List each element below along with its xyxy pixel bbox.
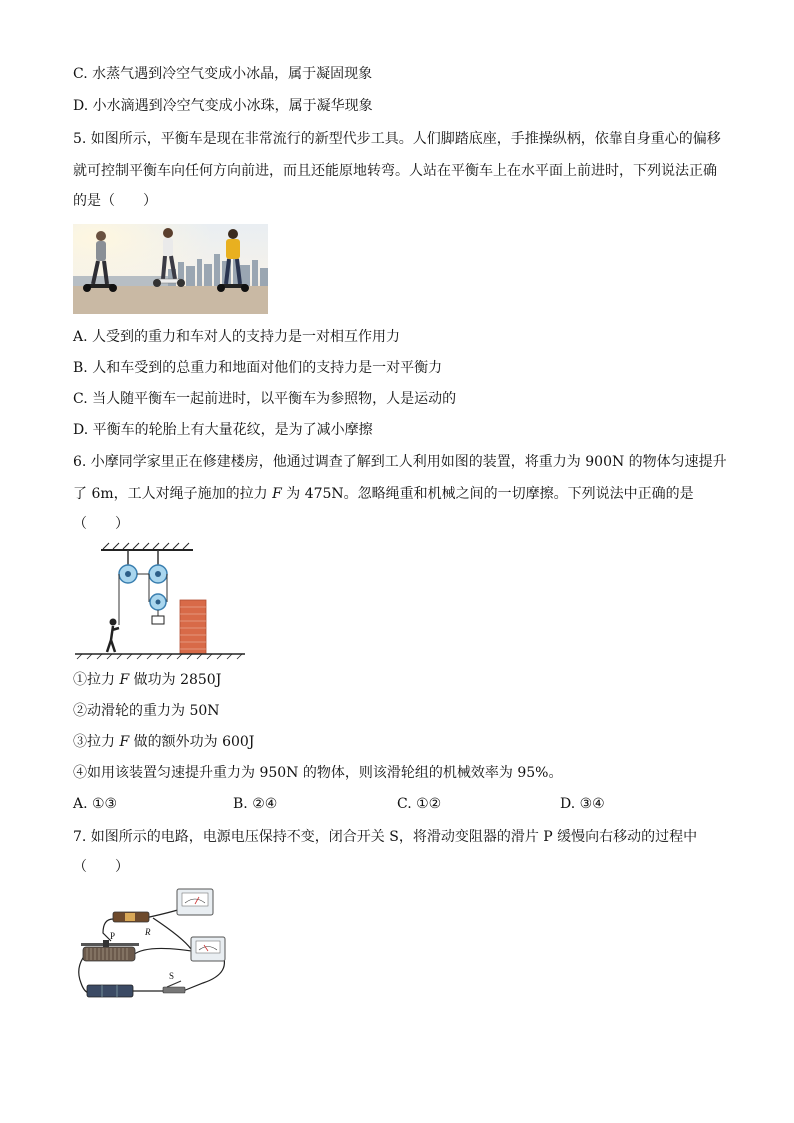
q6-choice-c: C. ①② xyxy=(397,796,442,812)
worker-figure xyxy=(107,619,119,653)
q6-choice-a: A. ①③ xyxy=(73,796,118,812)
q6-choice-d: D. ③④ xyxy=(560,796,605,812)
voltmeter xyxy=(191,937,225,961)
label-s: S xyxy=(169,971,175,981)
q5-option-b: B. 人和车受到的总重力和地面对他们的支持力是一对平衡力 xyxy=(73,360,443,376)
ceiling-beam xyxy=(101,543,193,550)
rheostat xyxy=(81,940,139,961)
q6-stem-line2: 了 6m，工人对绳子施加的拉力 F 为 475N。忽略绳重和机械之间的一切摩擦。下列说法中正确的是 xyxy=(73,486,694,502)
fixed-pulley-left xyxy=(119,565,137,583)
q5-stem-line2: 就可控制平衡车向任何方向前进，而且还能原地转弯。人站在平衡车上在水平面上前进时，下列说法正确 xyxy=(73,163,717,179)
q6-stem-line3: （ ） xyxy=(73,516,129,532)
q5-stem-line1: 5. 如图所示，平衡车是现在非常流行的新型代步工具。人们脚踏底座，手推操纵柄，依靠自身重心的偏移 xyxy=(73,131,721,147)
q6-choice-b: B. ②④ xyxy=(233,796,278,812)
battery xyxy=(87,985,133,997)
circuit-diagram xyxy=(73,883,233,1003)
brick-wall xyxy=(180,600,206,654)
q6-stem-line1: 6. 小摩同学家里正在修建楼房，他通过调查了解到工人利用如图的装置，将重力为 900N 的物体匀速提升 xyxy=(73,454,727,470)
q4-option-c: C. 水蒸气遇到冷空气变成小冰晶，属于凝固现象 xyxy=(73,66,373,82)
balance-scooter-photo xyxy=(73,224,268,314)
label-p: P xyxy=(110,931,116,941)
q6-statement-4: ④如用该装置匀速提升重力为 950N 的物体，则该滑轮组的机械效率为 95%。 xyxy=(73,765,563,781)
label-r: R xyxy=(145,927,151,937)
ground xyxy=(73,286,268,314)
q7-stem-line2: （ ） xyxy=(73,859,129,875)
pulley-diagram xyxy=(73,540,248,660)
load-weight xyxy=(152,616,164,624)
slider-p xyxy=(103,940,109,947)
ammeter xyxy=(177,889,213,915)
ground-line xyxy=(75,654,245,659)
q6-statement-1: ①拉力 F 做功为 2850J xyxy=(73,672,222,688)
q7-stem-line1: 7. 如图所示的电路，电源电压保持不变，闭合开关 S，将滑动变阻器的滑片 P 缓慢向右移动的过程中 xyxy=(73,829,698,845)
q5-stem-line3: 的是（ ） xyxy=(73,193,157,209)
resistor-r xyxy=(113,912,149,922)
q5-option-c: C. 当人随平衡车一起前进时，以平衡车为参照物，人是运动的 xyxy=(73,391,457,407)
q6-statement-3: ③拉力 F 做的额外功为 600J xyxy=(73,734,255,750)
movable-pulley xyxy=(150,594,166,610)
switch-s xyxy=(163,981,185,993)
q5-option-a: A. 人受到的重力和车对人的支持力是一对相互作用力 xyxy=(73,329,401,345)
fixed-pulley-right xyxy=(149,565,167,583)
q5-option-d: D. 平衡车的轮胎上有大量花纹，是为了减小摩擦 xyxy=(73,422,373,438)
q6-statement-2: ②动滑轮的重力为 50N xyxy=(73,703,220,719)
q4-option-d: D. 小水滴遇到冷空气变成小冰珠，属于凝华现象 xyxy=(73,98,373,114)
